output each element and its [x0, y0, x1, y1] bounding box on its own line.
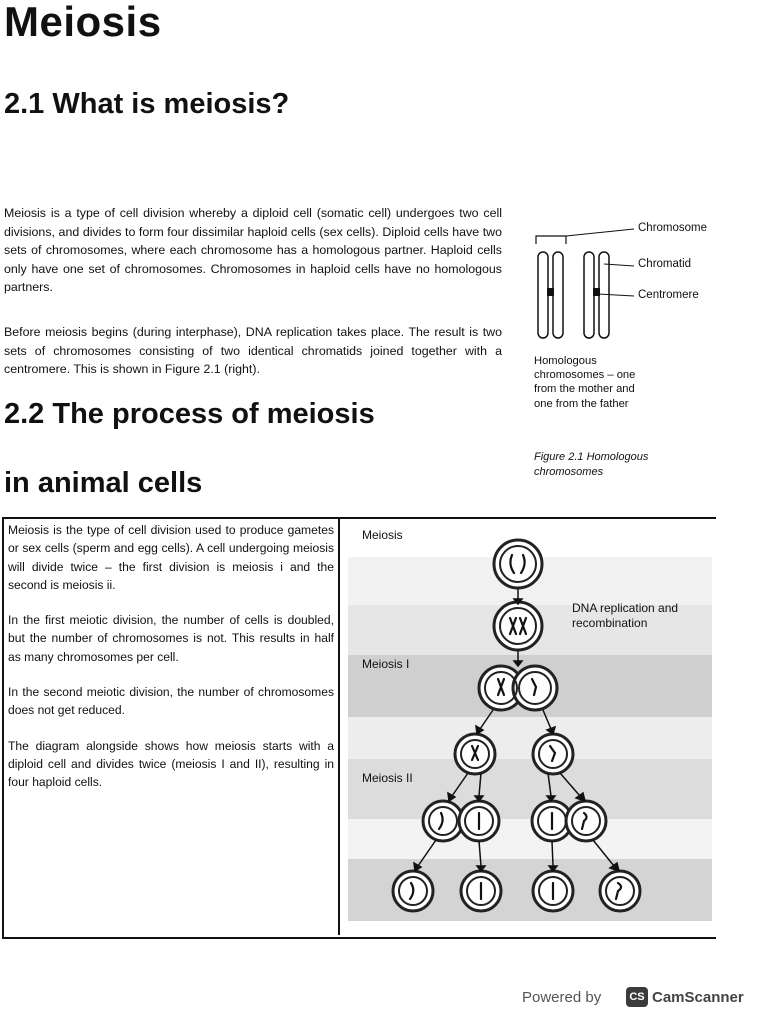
figure-homologous-chromosomes	[530, 214, 730, 484]
table-paragraph: In the second meiotic division, the number of chromosomes does not get reduced.	[8, 685, 334, 718]
camscanner-logo-icon: CS	[626, 987, 648, 1007]
meiosis-diagram-graphic	[348, 521, 712, 931]
camscanner-watermark	[520, 985, 760, 1015]
label-meiosis-ii: Meiosis II	[362, 771, 413, 785]
label-dna-replication: DNA replication and recombination	[572, 601, 679, 630]
label-chromatid: Chromatid	[638, 258, 692, 270]
label-centromere: Centromere	[638, 289, 699, 301]
label-meiosis-i: Meiosis I	[362, 657, 410, 671]
camscanner-brand: CamScanner	[652, 989, 744, 1006]
table-paragraph: In the first meiotic division, the number of cells is doubled, but the number of chromosomes is not. This results in half as many chromosomes per cell.	[8, 613, 334, 664]
figure-caption: Figure 2.1 Homologous chromosomes	[534, 451, 649, 478]
label-homologous: Homologous chromosomes – one from the mother and one from the father	[534, 355, 636, 410]
table-paragraph: The diagram alongside shows how meiosis starts with a diploid cell and divides twice (meiosis I and II), resulting in four haploid cells.	[8, 738, 334, 790]
label-chromosome: Chromosome	[638, 222, 708, 234]
section-heading-what-is-meiosis: 2.1 What is meiosis?	[4, 88, 290, 120]
paragraph-definition: Meiosis is a type of cell division whereby a diploid cell (somatic cell) undergoes two cell divisions, and divides to form four dissimilar haploid cells (sex cells). Diploid cells have two sets of chromosomes, where each chromosome has a homologous partner. Haploid cells only have one set of chromosomes. Chromosomes in haploid cells have no homologous partners.	[4, 206, 502, 295]
chromosome-drawing	[530, 214, 730, 354]
table-divider	[338, 519, 340, 935]
section-heading-process-line1: 2.2 The process of meiosis	[4, 398, 375, 430]
paragraph-interphase: Before meiosis begins (during interphase), DNA replication takes place. The result is two sets of chromosomes consisting of two identical chromatids joined together with a centromere. This is shown in Figure 2.1 (right).	[4, 325, 502, 377]
powered-by-text: Powered by	[522, 989, 602, 1006]
section-heading-process-line2: in animal cells	[4, 467, 203, 499]
page-title: Meiosis	[4, 0, 162, 45]
meiosis-diagram	[348, 521, 712, 931]
table-paragraph: Meiosis is the type of cell division used to produce gametes or sex cells (sperm and egg cells). A cell undergoing meiosis will divide twice – the first division is meiosis i and the second is meiosis ii.	[8, 523, 334, 592]
diagram-title: Meiosis	[362, 528, 403, 542]
table-text-column	[8, 521, 334, 809]
